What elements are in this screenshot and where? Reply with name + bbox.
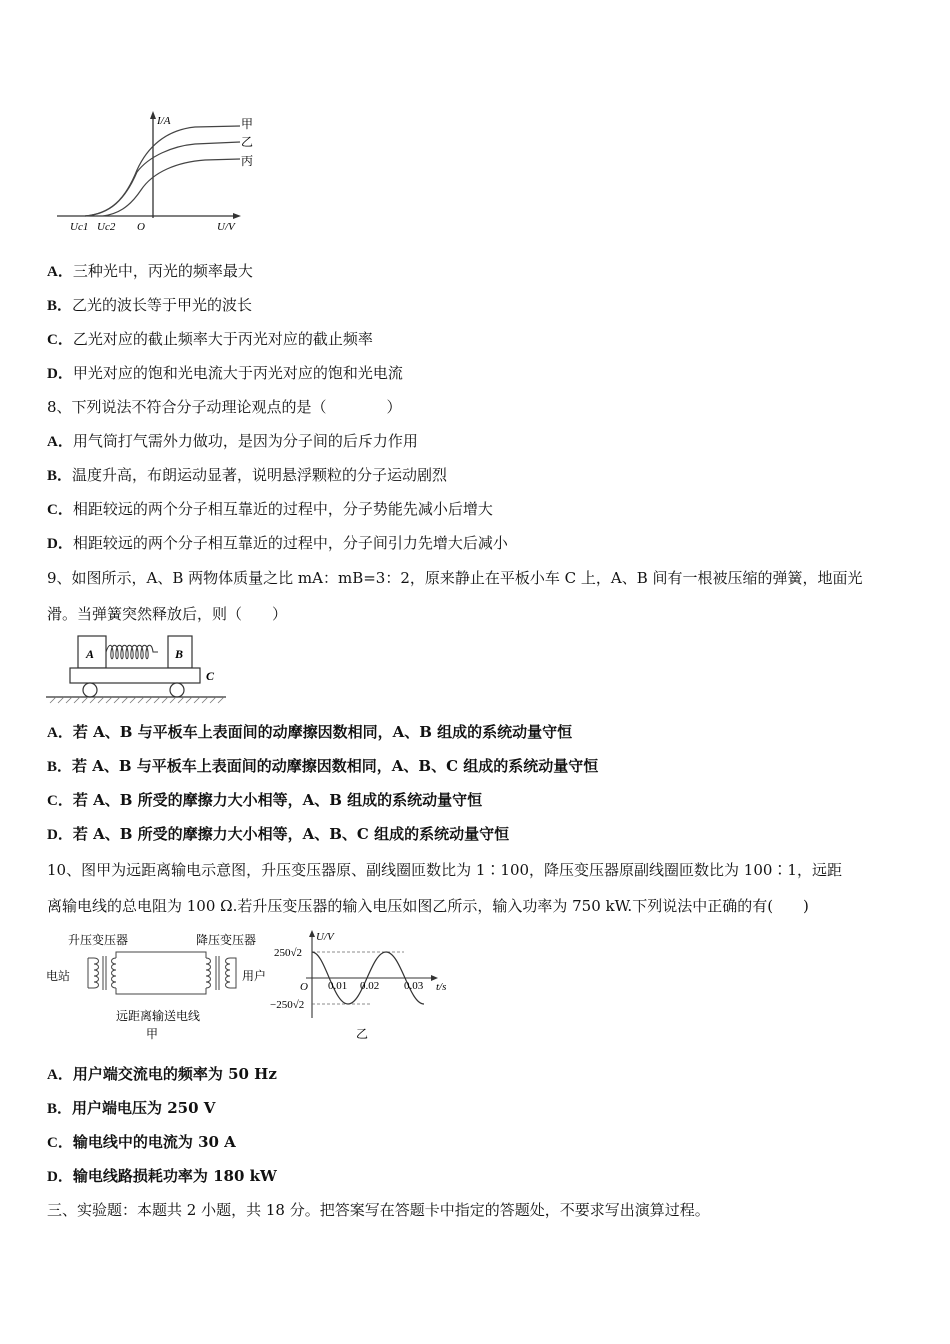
q9-option-c[interactable] xyxy=(47,790,482,811)
option-text: 乙光对应的截止频率大于丙光对应的截止频率 xyxy=(72,330,373,348)
x-axis-label: U/V xyxy=(217,221,235,233)
q7-option-c[interactable] xyxy=(47,329,373,350)
q7-option-b[interactable] xyxy=(47,295,252,316)
ground-hatch xyxy=(50,697,224,703)
option-text: 输电线路损耗功率为 180 kW xyxy=(72,1167,277,1185)
curve-label-yi: 乙 xyxy=(241,135,254,149)
neg-peak-label: −250√2 xyxy=(270,999,305,1011)
option-letter: A． xyxy=(47,725,73,741)
x-axis-label: t/s xyxy=(436,981,447,993)
step-down-secondary-coil xyxy=(226,958,237,988)
option-text: 若 A、B 所受的摩擦力大小相等，A、B 组成的系统动量守恒 xyxy=(72,791,483,809)
tick-003: 0.03 xyxy=(404,980,424,992)
y-axis-label: U/V xyxy=(316,931,334,943)
q9-option-d[interactable] xyxy=(47,824,509,845)
step-down-label: 降压变压器 xyxy=(196,933,257,947)
q10-option-d[interactable] xyxy=(47,1166,277,1187)
q10-stem-line1: 10、图甲为远距离输电示意图，升压变压器原、副线圈匝数比为 1∶100，降压变压器原副线圈匝数比为 100∶1，远距 xyxy=(47,861,842,879)
wheel-left xyxy=(83,683,97,697)
q10-stem-line2: 离输电线的总电阻为 100 Ω.若升压变压器的输入电压如图乙所示，输入功率为 750 kW.下列说法中正确的有( ) xyxy=(47,897,809,915)
option-letter: C． xyxy=(47,793,73,809)
q7-option-d[interactable] xyxy=(47,363,403,384)
uc1-label: Uc1 xyxy=(70,221,89,233)
option-text: 相距较远的两个分子相互靠近的过程中，分子间引力先增大后减小 xyxy=(72,534,508,552)
step-up-primary-coil xyxy=(88,958,99,988)
option-letter: D． xyxy=(47,366,73,382)
y-axis-arrow xyxy=(309,930,315,937)
q10-option-c[interactable] xyxy=(47,1132,236,1153)
option-text: 若 A、B 所受的摩擦力大小相等，A、B、C 组成的系统动量守恒 xyxy=(72,825,510,843)
x-axis-arrow xyxy=(233,213,241,219)
station-label: 电站 xyxy=(46,969,71,983)
option-text: 温度升高，布朗运动显著，说明悬浮颗粒的分子运动剧烈 xyxy=(72,466,448,484)
option-letter: B． xyxy=(47,298,73,314)
option-text: 用气筒打气需外力做功，是因为分子间的后斥力作用 xyxy=(72,432,418,450)
option-letter: B． xyxy=(47,1101,73,1117)
option-letter: D． xyxy=(47,827,73,843)
q8-stem: 8、下列说法不符合分子动理论观点的是（ ） xyxy=(47,398,402,416)
step-up-label: 升压变压器 xyxy=(68,933,129,947)
y-axis-arrow xyxy=(150,111,156,119)
step-down-primary-coil xyxy=(206,958,211,988)
transmission-schematic xyxy=(44,928,272,1046)
curve-label-bing: 丙 xyxy=(241,154,254,168)
q8-option-c[interactable] xyxy=(47,499,493,520)
option-text: 相距较远的两个分子相互靠近的过程中，分子势能先减小后增大 xyxy=(72,500,493,518)
origin-label: O xyxy=(300,981,308,993)
transmission-line-bottom xyxy=(116,988,206,994)
pos-peak-label: 250√2 xyxy=(274,947,303,959)
tick-002: 0.02 xyxy=(360,980,380,992)
caption-yi: 乙 xyxy=(356,1027,369,1041)
y-axis-label: I/A xyxy=(157,115,171,127)
option-letter: A． xyxy=(47,264,73,280)
option-text: 输电线中的电流为 30 A xyxy=(72,1133,236,1151)
option-text: 若 A、B 与平板车上表面间的动摩擦因数相同，A、B、C 组成的系统动量守恒 xyxy=(72,757,599,775)
option-letter: B． xyxy=(47,759,73,775)
wheel-right xyxy=(170,683,184,697)
option-letter: C． xyxy=(47,332,73,348)
option-letter: C． xyxy=(47,1135,73,1151)
option-letter: D． xyxy=(47,536,73,552)
origin-label: O xyxy=(137,221,145,233)
option-letter: A． xyxy=(47,434,73,450)
q7-option-a[interactable] xyxy=(47,261,253,282)
block-a-label: A xyxy=(86,647,95,661)
cart-spring-figure xyxy=(44,632,234,704)
q10-option-a[interactable] xyxy=(47,1064,277,1085)
option-text: 甲光对应的饱和光电流大于丙光对应的饱和光电流 xyxy=(72,364,403,382)
curve-bing xyxy=(103,159,240,216)
photoelectric-iu-graph xyxy=(55,110,265,238)
option-letter: D． xyxy=(47,1169,73,1185)
option-text: 若 A、B 与平板车上表面间的动摩擦因数相同，A、B 组成的系统动量守恒 xyxy=(72,723,573,741)
option-letter: B． xyxy=(47,468,73,484)
transmission-line-top xyxy=(116,952,206,958)
uc2-label: Uc2 xyxy=(97,221,116,233)
q10-option-b[interactable] xyxy=(47,1098,215,1119)
spring xyxy=(106,645,158,659)
cart-board xyxy=(70,668,200,683)
q9-stem-line2: 滑。当弹簧突然释放后，则（ ） xyxy=(47,605,288,623)
q9-stem-line1: 9、如图所示，A、B 两物体质量之比 mA：mB=3：2，原来静止在平板小车 C 上，A、B 间有一根被压缩的弹簧，地面光 xyxy=(47,569,863,587)
q8-option-d[interactable] xyxy=(47,533,508,554)
cart-label: C xyxy=(206,669,215,683)
option-text: 乙光的波长等于甲光的波长 xyxy=(72,296,253,314)
block-b-label: B xyxy=(175,647,184,661)
q8-option-b[interactable] xyxy=(47,465,447,486)
option-letter: C． xyxy=(47,502,73,518)
curve-yi xyxy=(85,142,240,216)
voltage-waveform xyxy=(270,928,460,1046)
user-label: 用户 xyxy=(242,969,267,983)
line-label: 远距离输送电线 xyxy=(116,1009,201,1023)
option-letter: A． xyxy=(47,1067,73,1083)
option-text: 用户端交流电的频率为 50 Hz xyxy=(72,1065,277,1083)
q8-option-a[interactable] xyxy=(47,431,418,452)
q9-option-a[interactable] xyxy=(47,722,572,743)
step-up-secondary-coil xyxy=(112,958,117,988)
tick-001: 0.01 xyxy=(328,980,348,992)
option-text: 用户端电压为 250 V xyxy=(72,1099,216,1117)
curve-label-jia: 甲 xyxy=(241,117,254,131)
option-text: 三种光中，丙光的频率最大 xyxy=(72,262,253,280)
section-3-heading: 三、实验题：本题共 2 小题，共 18 分。把答案写在答题卡中指定的答题处，不要求写出演算过程。 xyxy=(47,1201,710,1219)
q9-option-b[interactable] xyxy=(47,756,598,777)
caption-jia: 甲 xyxy=(146,1027,159,1041)
